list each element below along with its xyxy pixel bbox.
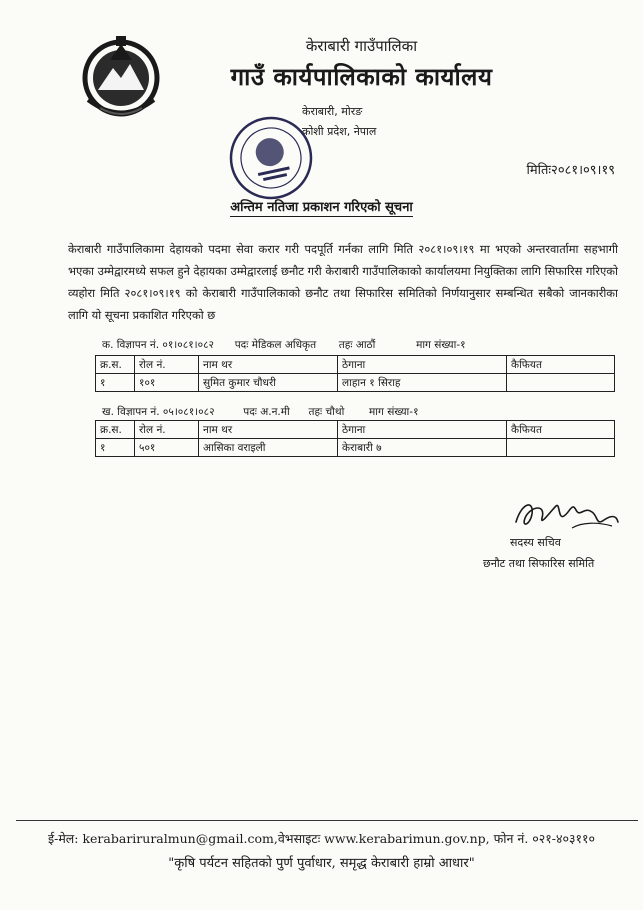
table-cell: १	[96, 374, 135, 392]
table-cell: केराबारी ७	[338, 439, 507, 457]
table-cell: १	[96, 439, 135, 457]
advert-1-line	[102, 338, 466, 352]
table-cell: सुमित कुमार चौधरी	[199, 374, 338, 392]
table-cell: ५०१	[135, 439, 199, 457]
footer-divider	[16, 820, 638, 821]
table-header-row	[96, 356, 615, 374]
result-table-2	[95, 420, 615, 457]
table-row	[96, 439, 615, 457]
result-table-1	[95, 355, 615, 392]
signatory-role: सदस्य सचिव	[510, 536, 561, 549]
advert-1-post: पदः मेडिकल अधिकृत	[234, 339, 317, 351]
footer-contact: ई-मेल: kerabariruralmun@gmail.com,वेभसाइटः www.kerabarimun.gov.np, फोन नं. ०२१-४०३११०	[47, 831, 596, 846]
advert-2-level: तहः चौथो	[308, 406, 345, 418]
advert-2-demand: माग संख्या-१	[368, 406, 419, 418]
advert-2-line	[102, 405, 419, 419]
column-header: कैफियत	[507, 356, 615, 374]
table-cell	[507, 439, 615, 457]
advert-1-level: तहः आठौं	[338, 339, 376, 351]
notice-subject-text: अन्तिम नतिजा प्रकाशन गरिएको सूचना	[230, 200, 413, 215]
notice-date: मितिः२०८१।०९।१९	[526, 163, 615, 178]
column-header: कैफियत	[507, 421, 615, 439]
column-header: नाम थर	[199, 356, 338, 374]
column-header: नाम थर	[199, 421, 338, 439]
advert-1-number: क. विज्ञापन नं. ०१।०८१।०८२	[102, 339, 215, 351]
table-cell	[507, 374, 615, 392]
municipality-name: केराबारी गाउँपालिका	[305, 37, 418, 55]
column-header: ठेगाना	[338, 356, 507, 374]
table-cell: आसिका वराइली	[199, 439, 338, 457]
advert-1-demand: माग संख्या-१	[416, 339, 466, 351]
notice-body: केराबारी गाउँपालिकामा देहायको पदमा सेवा करार गरी पदपूर्ति गर्नका लागि मिति २०८१।०९।१९ मा भएको अन्तरवार्तामा सहभागी भएका उम्मेद्वारमध्ये सफल हुने देहायका उम्मेद्वारलाई छनौट गरी केराबारी गाउँपालिकाको कार्यालयमा नियुक्तिका लागि सिफारिस गरिएको व्यहोरा मिति २०८१।०९।१९ को केराबारी गाउँपालिकाको छनौट तथा सिफारिस समितिको निर्णयानुसार सम्बन्धित सबैको जानकारीका लागि यो सूचना प्रकाशित गरिएको छ	[68, 242, 618, 322]
address-line-1: केराबारी, मोरङ	[302, 105, 363, 118]
table-cell: १०१	[135, 374, 199, 392]
advert-2-number: ख. विज्ञापन नं. ०५।०८१।०८२	[102, 406, 215, 418]
table-row	[96, 374, 615, 392]
address-line-2: कोशी प्रदेश, नेपाल	[302, 125, 377, 138]
table-header-row	[96, 421, 615, 439]
table-cell: लाहान १ सिराह	[338, 374, 507, 392]
office-title: गाउँ कार्यपालिकाको कार्यालय	[230, 63, 493, 91]
footer-slogan: "कृषि पर्यटन सहितको पुर्ण पुर्वाधार, समृद्ध केराबारी हाम्रो आधार"	[168, 856, 475, 871]
signatory-committee: छनौट तथा सिफारिस समिति	[483, 557, 595, 570]
column-header: रोल नं.	[135, 421, 199, 439]
column-header: रोल नं.	[135, 356, 199, 374]
advert-2-post: पदः अ.न.मी	[243, 406, 290, 418]
column-header: क्र.स.	[96, 356, 135, 374]
notice-subject	[0, 197, 643, 215]
column-header: ठेगाना	[338, 421, 507, 439]
column-header: क्र.स.	[96, 421, 135, 439]
